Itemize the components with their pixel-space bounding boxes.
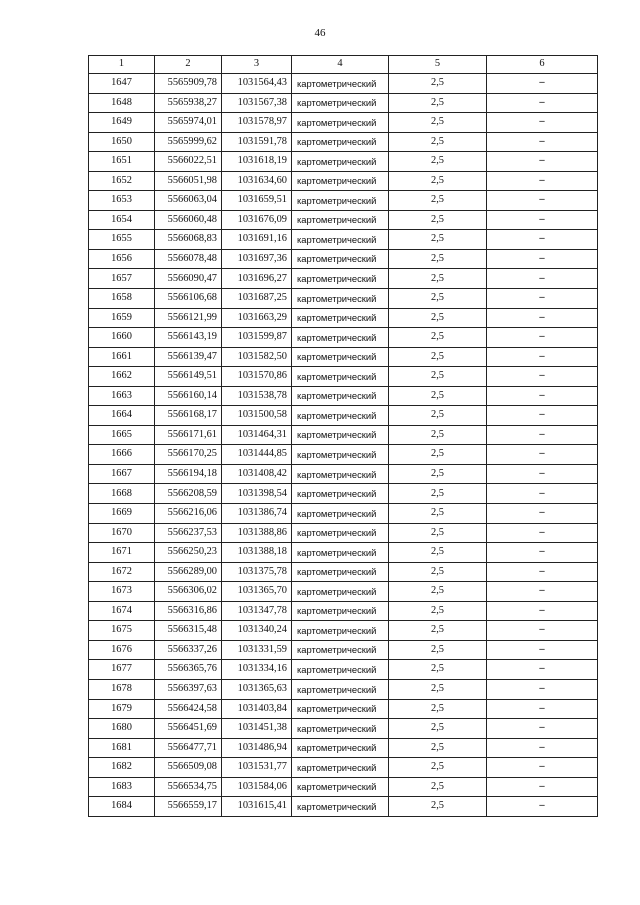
note-cell: – (487, 640, 598, 660)
column-header-5: 5 (389, 56, 487, 74)
x-coordinate-cell: 5566316,86 (155, 601, 222, 621)
x-coordinate-cell: 5566250,23 (155, 543, 222, 563)
point-number-cell: 1683 (89, 777, 155, 797)
accuracy-cell: 2,5 (389, 484, 487, 504)
method-cell: картометрический (292, 386, 389, 406)
y-coordinate-cell: 1031676,09 (222, 210, 292, 230)
table-row (89, 445, 598, 465)
note-cell: – (487, 171, 598, 191)
x-coordinate-cell: 5566143,19 (155, 328, 222, 348)
point-number-cell: 1684 (89, 797, 155, 817)
point-number-cell: 1666 (89, 445, 155, 465)
table-row (89, 308, 598, 328)
y-coordinate-cell: 1031634,60 (222, 171, 292, 191)
point-number-cell: 1665 (89, 425, 155, 445)
x-coordinate-cell: 5566315,48 (155, 621, 222, 641)
point-number-cell: 1651 (89, 152, 155, 172)
table-row (89, 777, 598, 797)
note-cell: – (487, 738, 598, 758)
point-number-cell: 1649 (89, 113, 155, 133)
table-row (89, 230, 598, 250)
note-cell: – (487, 367, 598, 387)
note-cell: – (487, 230, 598, 250)
x-coordinate-cell: 5566078,48 (155, 249, 222, 269)
point-number-cell: 1670 (89, 523, 155, 543)
point-number-cell: 1668 (89, 484, 155, 504)
method-cell: картометрический (292, 543, 389, 563)
y-coordinate-cell: 1031334,16 (222, 660, 292, 680)
y-coordinate-cell: 1031591,78 (222, 132, 292, 152)
x-coordinate-cell: 5566170,25 (155, 445, 222, 465)
point-number-cell: 1664 (89, 406, 155, 426)
y-coordinate-cell: 1031451,38 (222, 719, 292, 739)
x-coordinate-cell: 5566451,69 (155, 719, 222, 739)
accuracy-cell: 2,5 (389, 523, 487, 543)
method-cell: картометрический (292, 523, 389, 543)
y-coordinate-cell: 1031618,19 (222, 152, 292, 172)
x-coordinate-cell: 5566068,83 (155, 230, 222, 250)
x-coordinate-cell: 5566477,71 (155, 738, 222, 758)
method-cell: картометрический (292, 504, 389, 524)
method-cell: картометрический (292, 797, 389, 817)
x-coordinate-cell: 5566194,18 (155, 464, 222, 484)
accuracy-cell: 2,5 (389, 464, 487, 484)
table-row (89, 758, 598, 778)
method-cell: картометрический (292, 210, 389, 230)
point-number-cell: 1647 (89, 74, 155, 94)
x-coordinate-cell: 5566051,98 (155, 171, 222, 191)
y-coordinate-cell: 1031408,42 (222, 464, 292, 484)
table-row (89, 523, 598, 543)
accuracy-cell: 2,5 (389, 132, 487, 152)
x-coordinate-cell: 5566160,14 (155, 386, 222, 406)
column-header-4: 4 (292, 56, 389, 74)
x-coordinate-cell: 5566365,76 (155, 660, 222, 680)
accuracy-cell: 2,5 (389, 230, 487, 250)
note-cell: – (487, 113, 598, 133)
y-coordinate-cell: 1031697,36 (222, 249, 292, 269)
point-number-cell: 1650 (89, 132, 155, 152)
table-row (89, 464, 598, 484)
accuracy-cell: 2,5 (389, 425, 487, 445)
table-row (89, 113, 598, 133)
accuracy-cell: 2,5 (389, 660, 487, 680)
y-coordinate-cell: 1031365,70 (222, 582, 292, 602)
note-cell: – (487, 93, 598, 113)
accuracy-cell: 2,5 (389, 797, 487, 817)
y-coordinate-cell: 1031599,87 (222, 328, 292, 348)
table-row (89, 699, 598, 719)
accuracy-cell: 2,5 (389, 386, 487, 406)
table-row (89, 152, 598, 172)
y-coordinate-cell: 1031531,77 (222, 758, 292, 778)
point-number-cell: 1660 (89, 328, 155, 348)
method-cell: картометрический (292, 249, 389, 269)
x-coordinate-cell: 5566424,58 (155, 699, 222, 719)
table-row (89, 484, 598, 504)
note-cell: – (487, 758, 598, 778)
point-number-cell: 1679 (89, 699, 155, 719)
method-cell: картометрический (292, 289, 389, 309)
note-cell: – (487, 719, 598, 739)
accuracy-cell: 2,5 (389, 406, 487, 426)
point-number-cell: 1656 (89, 249, 155, 269)
y-coordinate-cell: 1031444,85 (222, 445, 292, 465)
y-coordinate-cell: 1031464,31 (222, 425, 292, 445)
note-cell: – (487, 523, 598, 543)
x-coordinate-cell: 5566237,53 (155, 523, 222, 543)
y-coordinate-cell: 1031386,74 (222, 504, 292, 524)
point-number-cell: 1653 (89, 191, 155, 211)
accuracy-cell: 2,5 (389, 152, 487, 172)
x-coordinate-cell: 5566306,02 (155, 582, 222, 602)
point-number-cell: 1661 (89, 347, 155, 367)
x-coordinate-cell: 5566060,48 (155, 210, 222, 230)
method-cell: картометрический (292, 719, 389, 739)
x-coordinate-cell: 5566289,00 (155, 562, 222, 582)
x-coordinate-cell: 5566534,75 (155, 777, 222, 797)
y-coordinate-cell: 1031398,54 (222, 484, 292, 504)
method-cell: картометрический (292, 425, 389, 445)
table-row (89, 367, 598, 387)
note-cell: – (487, 777, 598, 797)
y-coordinate-cell: 1031331,59 (222, 640, 292, 660)
accuracy-cell: 2,5 (389, 679, 487, 699)
method-cell: картометрический (292, 445, 389, 465)
method-cell: картометрический (292, 171, 389, 191)
accuracy-cell: 2,5 (389, 367, 487, 387)
point-number-cell: 1681 (89, 738, 155, 758)
point-number-cell: 1675 (89, 621, 155, 641)
x-coordinate-cell: 5566509,08 (155, 758, 222, 778)
table-row (89, 660, 598, 680)
y-coordinate-cell: 1031500,58 (222, 406, 292, 426)
note-cell: – (487, 152, 598, 172)
accuracy-cell: 2,5 (389, 210, 487, 230)
note-cell: – (487, 484, 598, 504)
y-coordinate-cell: 1031388,86 (222, 523, 292, 543)
note-cell: – (487, 464, 598, 484)
note-cell: – (487, 601, 598, 621)
accuracy-cell: 2,5 (389, 191, 487, 211)
note-cell: – (487, 679, 598, 699)
accuracy-cell: 2,5 (389, 249, 487, 269)
table-row (89, 504, 598, 524)
note-cell: – (487, 504, 598, 524)
accuracy-cell: 2,5 (389, 328, 487, 348)
column-header-6: 6 (487, 56, 598, 74)
page-number: 46 (314, 27, 326, 39)
note-cell: – (487, 132, 598, 152)
y-coordinate-cell: 1031365,63 (222, 679, 292, 699)
y-coordinate-cell: 1031663,29 (222, 308, 292, 328)
table-row (89, 406, 598, 426)
table-row (89, 191, 598, 211)
table-row (89, 543, 598, 563)
x-coordinate-cell: 5566106,68 (155, 289, 222, 309)
x-coordinate-cell: 5565909,78 (155, 74, 222, 94)
table-row (89, 797, 598, 817)
table-row (89, 719, 598, 739)
method-cell: картометрический (292, 152, 389, 172)
note-cell: – (487, 562, 598, 582)
accuracy-cell: 2,5 (389, 74, 487, 94)
table-row (89, 347, 598, 367)
accuracy-cell: 2,5 (389, 777, 487, 797)
point-number-cell: 1663 (89, 386, 155, 406)
table-row (89, 289, 598, 309)
y-coordinate-cell: 1031375,78 (222, 562, 292, 582)
y-coordinate-cell: 1031347,78 (222, 601, 292, 621)
x-coordinate-cell: 5566216,06 (155, 504, 222, 524)
method-cell: картометрический (292, 230, 389, 250)
note-cell: – (487, 249, 598, 269)
method-cell: картометрический (292, 347, 389, 367)
accuracy-cell: 2,5 (389, 504, 487, 524)
table-header-row (89, 56, 598, 74)
column-header-2: 2 (155, 56, 222, 74)
table-body (89, 74, 598, 817)
method-cell: картометрический (292, 406, 389, 426)
method-cell: картометрический (292, 464, 389, 484)
note-cell: – (487, 699, 598, 719)
note-cell: – (487, 210, 598, 230)
table-row (89, 738, 598, 758)
accuracy-cell: 2,5 (389, 347, 487, 367)
accuracy-cell: 2,5 (389, 699, 487, 719)
accuracy-cell: 2,5 (389, 543, 487, 563)
note-cell: – (487, 308, 598, 328)
y-coordinate-cell: 1031486,94 (222, 738, 292, 758)
table-row (89, 640, 598, 660)
x-coordinate-cell: 5566139,47 (155, 347, 222, 367)
method-cell: картометрический (292, 308, 389, 328)
table-row (89, 132, 598, 152)
method-cell: картометрический (292, 679, 389, 699)
note-cell: – (487, 386, 598, 406)
table-row (89, 93, 598, 113)
x-coordinate-cell: 5566121,99 (155, 308, 222, 328)
point-number-cell: 1671 (89, 543, 155, 563)
y-coordinate-cell: 1031615,41 (222, 797, 292, 817)
point-number-cell: 1676 (89, 640, 155, 660)
point-number-cell: 1673 (89, 582, 155, 602)
method-cell: картометрический (292, 640, 389, 660)
accuracy-cell: 2,5 (389, 640, 487, 660)
accuracy-cell: 2,5 (389, 445, 487, 465)
point-number-cell: 1672 (89, 562, 155, 582)
note-cell: – (487, 328, 598, 348)
note-cell: – (487, 660, 598, 680)
method-cell: картометрический (292, 699, 389, 719)
point-number-cell: 1657 (89, 269, 155, 289)
method-cell: картометрический (292, 660, 389, 680)
y-coordinate-cell: 1031388,18 (222, 543, 292, 563)
note-cell: – (487, 406, 598, 426)
y-coordinate-cell: 1031691,16 (222, 230, 292, 250)
x-coordinate-cell: 5566149,51 (155, 367, 222, 387)
note-cell: – (487, 191, 598, 211)
accuracy-cell: 2,5 (389, 758, 487, 778)
note-cell: – (487, 269, 598, 289)
x-coordinate-cell: 5565938,27 (155, 93, 222, 113)
method-cell: картометрический (292, 191, 389, 211)
table-row (89, 601, 598, 621)
point-number-cell: 1658 (89, 289, 155, 309)
column-header-1: 1 (89, 56, 155, 74)
table-row (89, 425, 598, 445)
note-cell: – (487, 582, 598, 602)
point-number-cell: 1669 (89, 504, 155, 524)
x-coordinate-cell: 5566208,59 (155, 484, 222, 504)
point-number-cell: 1662 (89, 367, 155, 387)
table-row (89, 386, 598, 406)
note-cell: – (487, 347, 598, 367)
y-coordinate-cell: 1031687,25 (222, 289, 292, 309)
x-coordinate-cell: 5566559,17 (155, 797, 222, 817)
point-number-cell: 1652 (89, 171, 155, 191)
accuracy-cell: 2,5 (389, 171, 487, 191)
note-cell: – (487, 621, 598, 641)
accuracy-cell: 2,5 (389, 93, 487, 113)
method-cell: картометрический (292, 738, 389, 758)
method-cell: картометрический (292, 484, 389, 504)
note-cell: – (487, 543, 598, 563)
note-cell: – (487, 289, 598, 309)
table-row (89, 249, 598, 269)
table-row (89, 328, 598, 348)
method-cell: картометрический (292, 582, 389, 602)
point-number-cell: 1659 (89, 308, 155, 328)
accuracy-cell: 2,5 (389, 719, 487, 739)
x-coordinate-cell: 5566337,26 (155, 640, 222, 660)
note-cell: – (487, 445, 598, 465)
accuracy-cell: 2,5 (389, 562, 487, 582)
method-cell: картометрический (292, 601, 389, 621)
y-coordinate-cell: 1031578,97 (222, 113, 292, 133)
table-row (89, 171, 598, 191)
method-cell: картометрический (292, 621, 389, 641)
method-cell: картометрический (292, 93, 389, 113)
table-row (89, 269, 598, 289)
method-cell: картометрический (292, 777, 389, 797)
method-cell: картометрический (292, 74, 389, 94)
x-coordinate-cell: 5566397,63 (155, 679, 222, 699)
y-coordinate-cell: 1031584,06 (222, 777, 292, 797)
table-row (89, 210, 598, 230)
y-coordinate-cell: 1031696,27 (222, 269, 292, 289)
accuracy-cell: 2,5 (389, 289, 487, 309)
point-number-cell: 1682 (89, 758, 155, 778)
method-cell: картометрический (292, 269, 389, 289)
point-number-cell: 1654 (89, 210, 155, 230)
y-coordinate-cell: 1031403,84 (222, 699, 292, 719)
x-coordinate-cell: 5566022,51 (155, 152, 222, 172)
accuracy-cell: 2,5 (389, 621, 487, 641)
table-row (89, 582, 598, 602)
x-coordinate-cell: 5566063,04 (155, 191, 222, 211)
accuracy-cell: 2,5 (389, 738, 487, 758)
y-coordinate-cell: 1031538,78 (222, 386, 292, 406)
x-coordinate-cell: 5565999,62 (155, 132, 222, 152)
y-coordinate-cell: 1031340,24 (222, 621, 292, 641)
x-coordinate-cell: 5566171,61 (155, 425, 222, 445)
y-coordinate-cell: 1031582,50 (222, 347, 292, 367)
note-cell: – (487, 425, 598, 445)
point-number-cell: 1648 (89, 93, 155, 113)
point-number-cell: 1680 (89, 719, 155, 739)
point-number-cell: 1667 (89, 464, 155, 484)
table-header (89, 56, 598, 74)
accuracy-cell: 2,5 (389, 113, 487, 133)
method-cell: картометрический (292, 758, 389, 778)
accuracy-cell: 2,5 (389, 601, 487, 621)
method-cell: картометрический (292, 328, 389, 348)
method-cell: картометрический (292, 113, 389, 133)
table-row (89, 74, 598, 94)
point-number-cell: 1655 (89, 230, 155, 250)
method-cell: картометрический (292, 132, 389, 152)
column-header-3: 3 (222, 56, 292, 74)
x-coordinate-cell: 5565974,01 (155, 113, 222, 133)
point-number-cell: 1674 (89, 601, 155, 621)
accuracy-cell: 2,5 (389, 582, 487, 602)
table-row (89, 562, 598, 582)
x-coordinate-cell: 5566090,47 (155, 269, 222, 289)
coordinates-table (88, 55, 598, 817)
note-cell: – (487, 74, 598, 94)
accuracy-cell: 2,5 (389, 269, 487, 289)
point-number-cell: 1678 (89, 679, 155, 699)
note-cell: – (487, 797, 598, 817)
y-coordinate-cell: 1031567,38 (222, 93, 292, 113)
x-coordinate-cell: 5566168,17 (155, 406, 222, 426)
table-row (89, 621, 598, 641)
y-coordinate-cell: 1031570,86 (222, 367, 292, 387)
method-cell: картометрический (292, 562, 389, 582)
y-coordinate-cell: 1031564,43 (222, 74, 292, 94)
table-row (89, 679, 598, 699)
accuracy-cell: 2,5 (389, 308, 487, 328)
point-number-cell: 1677 (89, 660, 155, 680)
method-cell: картометрический (292, 367, 389, 387)
y-coordinate-cell: 1031659,51 (222, 191, 292, 211)
